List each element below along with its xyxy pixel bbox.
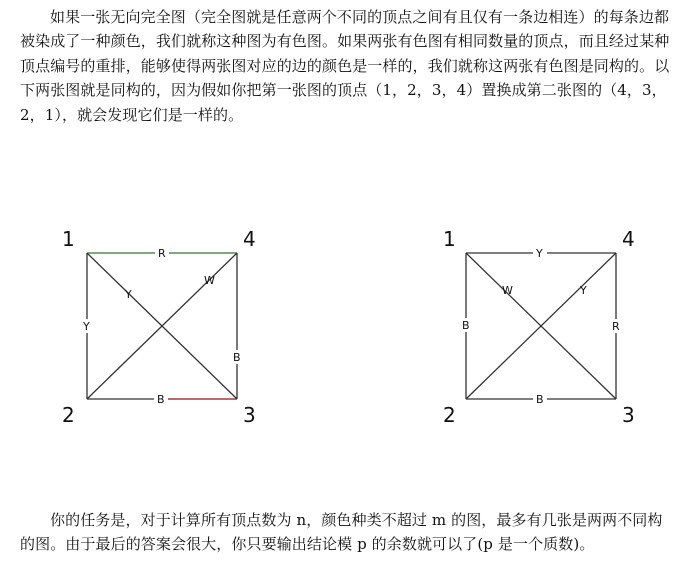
task-paragraph: 你的任务是，对于计算所有顶点数为 n，颜色种类不超过 m 的图，最多有几张是两两不同构的图。由于最后的答案会很大，你只要输出结论模 p 的余数就可以了(p 是一个质数)。 — [20, 511, 663, 554]
colored-graph-1 — [40, 222, 280, 436]
edge-color-label: R — [612, 320, 620, 333]
vertex-label: 1 — [443, 227, 456, 251]
edge-color-label: Y — [83, 320, 90, 333]
vertex-label: 3 — [622, 403, 635, 427]
edge-color-label: Y — [536, 247, 543, 260]
vertex-label: 2 — [443, 403, 456, 427]
vertex-label: 4 — [243, 227, 256, 251]
vertex-label: 3 — [243, 403, 256, 427]
edge-color-label: R — [158, 247, 166, 260]
vertex-label: 1 — [62, 227, 75, 251]
edge-color-label: Y — [125, 288, 132, 301]
edge-color-label: B — [157, 393, 165, 406]
edge-color-label: Y — [580, 284, 587, 297]
intro-paragraph: 如果一张无向完全图（完全图就是任意两个不同的顶点之间有且仅有一条边相连）的每条边都被染成了一种颜色，我们就称这种图为有色图。如果两张有色图有相同数量的顶点，而且经过某种顶点编号的重排，能够使得两张图对应的边的颜色是一样的，我们就称这两张有色图是同构的。以下两张图就是同构的，因为假如你把第一张图的顶点（1，2，3，4）置换成第二张图的（4，3，2，1），就会发现它们是一样的。 — [20, 8, 670, 124]
edge-color-label: B — [233, 351, 241, 364]
edge-color-label: B — [536, 393, 544, 406]
vertex-label: 4 — [622, 227, 635, 251]
colored-graph-2 — [420, 222, 660, 436]
vertex-label: 2 — [62, 403, 75, 427]
edge-color-label: W — [502, 284, 513, 297]
edge-color-label: W — [204, 274, 215, 287]
edge-color-label: B — [462, 319, 470, 332]
